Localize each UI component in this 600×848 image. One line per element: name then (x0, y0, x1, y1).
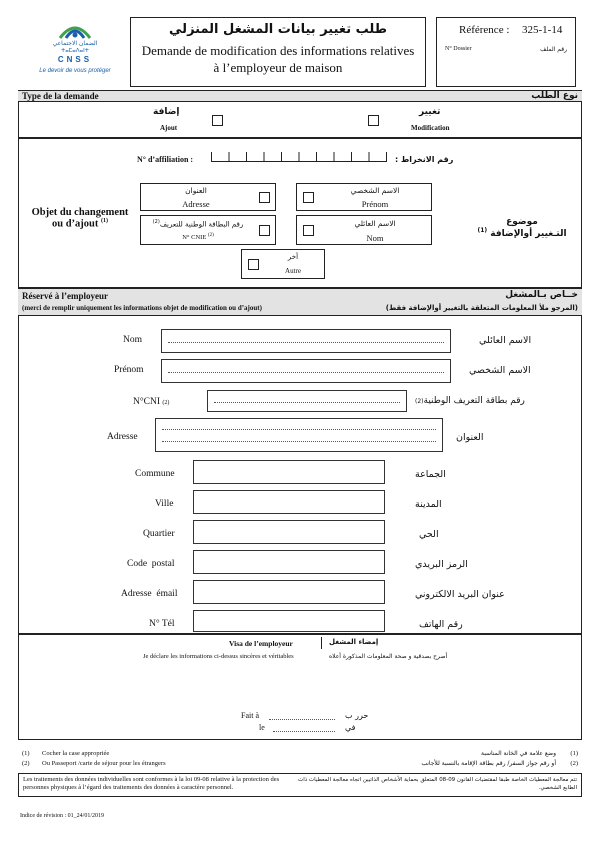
visa-le-label: le (259, 723, 265, 732)
nom-checkbox[interactable] (303, 225, 314, 236)
visa-fi-ar: في (345, 723, 356, 732)
nom-input[interactable] (161, 329, 451, 353)
note-1-num-fr: (1) (22, 750, 30, 757)
reference-value: 325-1-14 (522, 24, 563, 36)
form-title-fr: Demande de modification des informations relatives (141, 43, 415, 58)
tel-label-ar: رقم الهاتف (419, 619, 463, 630)
legal-box (18, 773, 582, 797)
reserve-title-fr: Réservé à l’employeur (22, 291, 108, 301)
objet-label-fr (25, 207, 135, 230)
commune-label-ar: الجماعة (415, 469, 446, 480)
visa-divider (321, 637, 322, 649)
option-nom-ar: الاسم العائلي (354, 219, 396, 228)
code-postal-label-fr: Code postal (127, 559, 175, 569)
cnss-emblem-icon (58, 20, 92, 40)
cni-input[interactable] (207, 390, 407, 412)
option-adresse-ar: العنوان (185, 186, 207, 195)
visa-harrir-ar: حرر ب (345, 711, 369, 720)
option-cnie-ar-wrap (141, 219, 255, 228)
logo-acronym: CNSS (57, 55, 93, 64)
option-cnie-fr-wrap (141, 233, 255, 241)
visa-fait-a-input[interactable] (269, 719, 335, 720)
cni-label-fr-sup: (2) (162, 400, 170, 406)
visa-title-fr: Visa de l’employeur (229, 639, 293, 648)
visa-fait-a-label: Fait à (241, 711, 259, 720)
quartier-label-ar: الحي (419, 529, 439, 540)
note-2-ar: أو رقم جواز السفر/ رقم بطاقة الإقامة بالنسبة للأجانب (421, 760, 556, 767)
reserve-title-ar: خــاص بـالمشغل (505, 290, 578, 300)
reserve-section-bar (18, 288, 582, 316)
cnss-logo (30, 18, 120, 80)
ville-input[interactable] (193, 490, 385, 514)
ajout-checkbox[interactable] (212, 115, 223, 126)
prenom-input[interactable] (161, 359, 451, 383)
option-adresse-fr: Adresse (182, 199, 210, 209)
option-autre[interactable] (241, 249, 325, 279)
note-1-fr: Cocher la case appropriée (42, 750, 110, 757)
header-title-box (130, 17, 426, 87)
visa-section (18, 634, 582, 740)
option-autre-ar: أخر (287, 253, 299, 261)
dossier-label-ar: رقم الملف (540, 46, 567, 53)
option-cnie-ar-sup: (2) (152, 219, 160, 225)
ajout-label-fr: Ajout (160, 124, 178, 132)
option-cnie-fr: N° CNIE (182, 234, 207, 242)
type-section-bar (18, 90, 582, 102)
objet-label-ar-line1: موضوع (506, 217, 538, 227)
commune-label-fr: Commune (135, 469, 175, 479)
note-2-fr: Ou Passeport /carte de séjour pour les étrangers (42, 760, 166, 767)
type-title-fr: Type de la demande (22, 91, 99, 101)
option-adresse[interactable] (140, 183, 276, 211)
cni-label-fr: N°CNI (133, 397, 161, 407)
autre-checkbox[interactable] (248, 259, 259, 270)
quartier-label-fr: Quartier (143, 529, 175, 539)
type-title-ar: نوع الطلب (531, 91, 578, 101)
revision-index: Indice de révision : 01_24/01/2019 (20, 813, 104, 819)
commune-input[interactable] (193, 460, 385, 484)
option-autre-fr: Autre (285, 267, 301, 275)
legal-text-ar: تتم معالجة المعطيات الخاصة طبقا لمقتضيات القانون 09-08 المتعلق بحماية الأشخاص الذاتيين اتجاه معالجة المعطيات ذات الطابع الشخصي. (298, 777, 577, 791)
objet-label-ar-line2: التـغيير أوالإضافة (490, 229, 567, 239)
cnie-checkbox[interactable] (259, 225, 270, 236)
code-postal-label-ar: الرمز البريدي (415, 559, 468, 570)
visa-le-input[interactable] (273, 731, 335, 732)
affiliation-label-fr: N° d’affiliation : (137, 155, 194, 164)
form-title-fr-2: à l’employeur de maison (213, 60, 343, 75)
adresse-label-fr: Adresse (107, 432, 138, 442)
objet-label-fr-line1: Objet du changement (31, 207, 129, 218)
visa-declare-ar: أصرح بصدقية و صحة المعلومات المذكورة أعلاه (329, 653, 448, 660)
modification-label-fr: Modification (411, 124, 450, 132)
type-section (18, 90, 582, 138)
modification-label-ar: تغيير (419, 107, 441, 117)
nom-label-fr: Nom (123, 335, 142, 345)
note-1-ar: وضع علامة في الخانة المناسبة (480, 750, 556, 757)
cni-label-ar: رقم بطاقة التعريف الوطنية (423, 396, 525, 406)
nom-label-ar: الاسم العائلي (479, 335, 532, 346)
ajout-label-ar: إضافة (153, 107, 180, 117)
adresse-label-ar: العنوان (456, 432, 484, 443)
footnotes (18, 750, 582, 772)
note-2-num-ar: (2) (570, 760, 578, 767)
logo-tagline: Le devoir de vous protéger (39, 68, 111, 74)
reserve-subtitle-ar: (المرجو ملأ المعلومات المتعلقة بالتغيير أوالإضافة فقط) (385, 304, 578, 312)
adresse-input[interactable] (155, 418, 443, 452)
cni-label-fr-wrap (133, 397, 169, 407)
tel-label-fr: N° Tél (149, 619, 175, 629)
cni-label-ar-sup: (2) (415, 398, 424, 405)
affiliation-label-ar: : رقم الانخراط (395, 155, 454, 164)
legal-text-fr: Les traitements des données individuelles sont conformes à la loi 09-08 relative à la protection des personnes physiques à l’égard des traitements des données à caractère personnel. (23, 776, 280, 791)
option-prenom[interactable] (296, 183, 432, 211)
prenom-label-ar: الاسم الشخصي (469, 365, 531, 376)
option-nom-fr: Nom (366, 233, 384, 243)
objet-label-ar (467, 217, 577, 239)
email-input[interactable] (193, 580, 385, 604)
note-2-num-fr: (2) (22, 760, 30, 767)
option-cnie-ar: رقم البطاقة الوطنية للتعريف (159, 220, 244, 229)
visa-title-ar: إمضاء المشغل (329, 638, 379, 646)
option-prenom-fr: Prénom (361, 199, 389, 209)
reserve-subtitle-fr: (merci de remplir uniquement les informations objet de modification ou d’ajout) (22, 304, 262, 312)
reserve-section (18, 288, 582, 634)
email-label-fr: Adresse émail (121, 589, 178, 599)
ville-label-fr: Ville (155, 499, 174, 509)
modification-checkbox[interactable] (368, 115, 379, 126)
objet-label-ar-sup: (1) (477, 227, 488, 234)
objet-label-fr-line2: ou d’ajout (51, 218, 99, 230)
dossier-label: N° Dossier (445, 46, 472, 52)
note-1-num-ar: (1) (570, 750, 578, 757)
reference-label: Référence : (459, 24, 510, 36)
objet-label-fr-sup: (1) (101, 218, 108, 224)
option-cnie-fr-sup: (2) (207, 233, 214, 238)
prenom-label-fr: Prénom (114, 365, 144, 375)
objet-section (18, 138, 582, 288)
logo-name-ar: الضمان الاجتماعي (52, 40, 98, 47)
option-prenom-ar: الاسم الشخصي (350, 186, 400, 195)
visa-declare-fr: Je déclare les informations ci-dessus sincères et véritables (143, 653, 294, 660)
dossier-input[interactable] (445, 56, 567, 80)
email-label-ar: عنوان البريد الالكتروني (415, 589, 505, 600)
option-nom[interactable] (296, 215, 432, 245)
form-title-ar: طلب تغيير بيانات المشغل المنزلي (169, 22, 387, 37)
cni-label-ar-wrap (415, 396, 525, 406)
code-postal-input[interactable] (193, 550, 385, 574)
option-cnie[interactable] (140, 215, 276, 245)
tel-input[interactable] (193, 610, 385, 632)
adresse-checkbox[interactable] (259, 192, 270, 203)
logo-acronym-tifinagh: ⵜⴰⵎⴰⴷⴰⵏⵜ (61, 48, 89, 54)
affiliation-input[interactable] (211, 152, 387, 162)
reference-box (436, 17, 576, 87)
prenom-checkbox[interactable] (303, 192, 314, 203)
ville-label-ar: المدينة (415, 499, 442, 510)
quartier-input[interactable] (193, 520, 385, 544)
